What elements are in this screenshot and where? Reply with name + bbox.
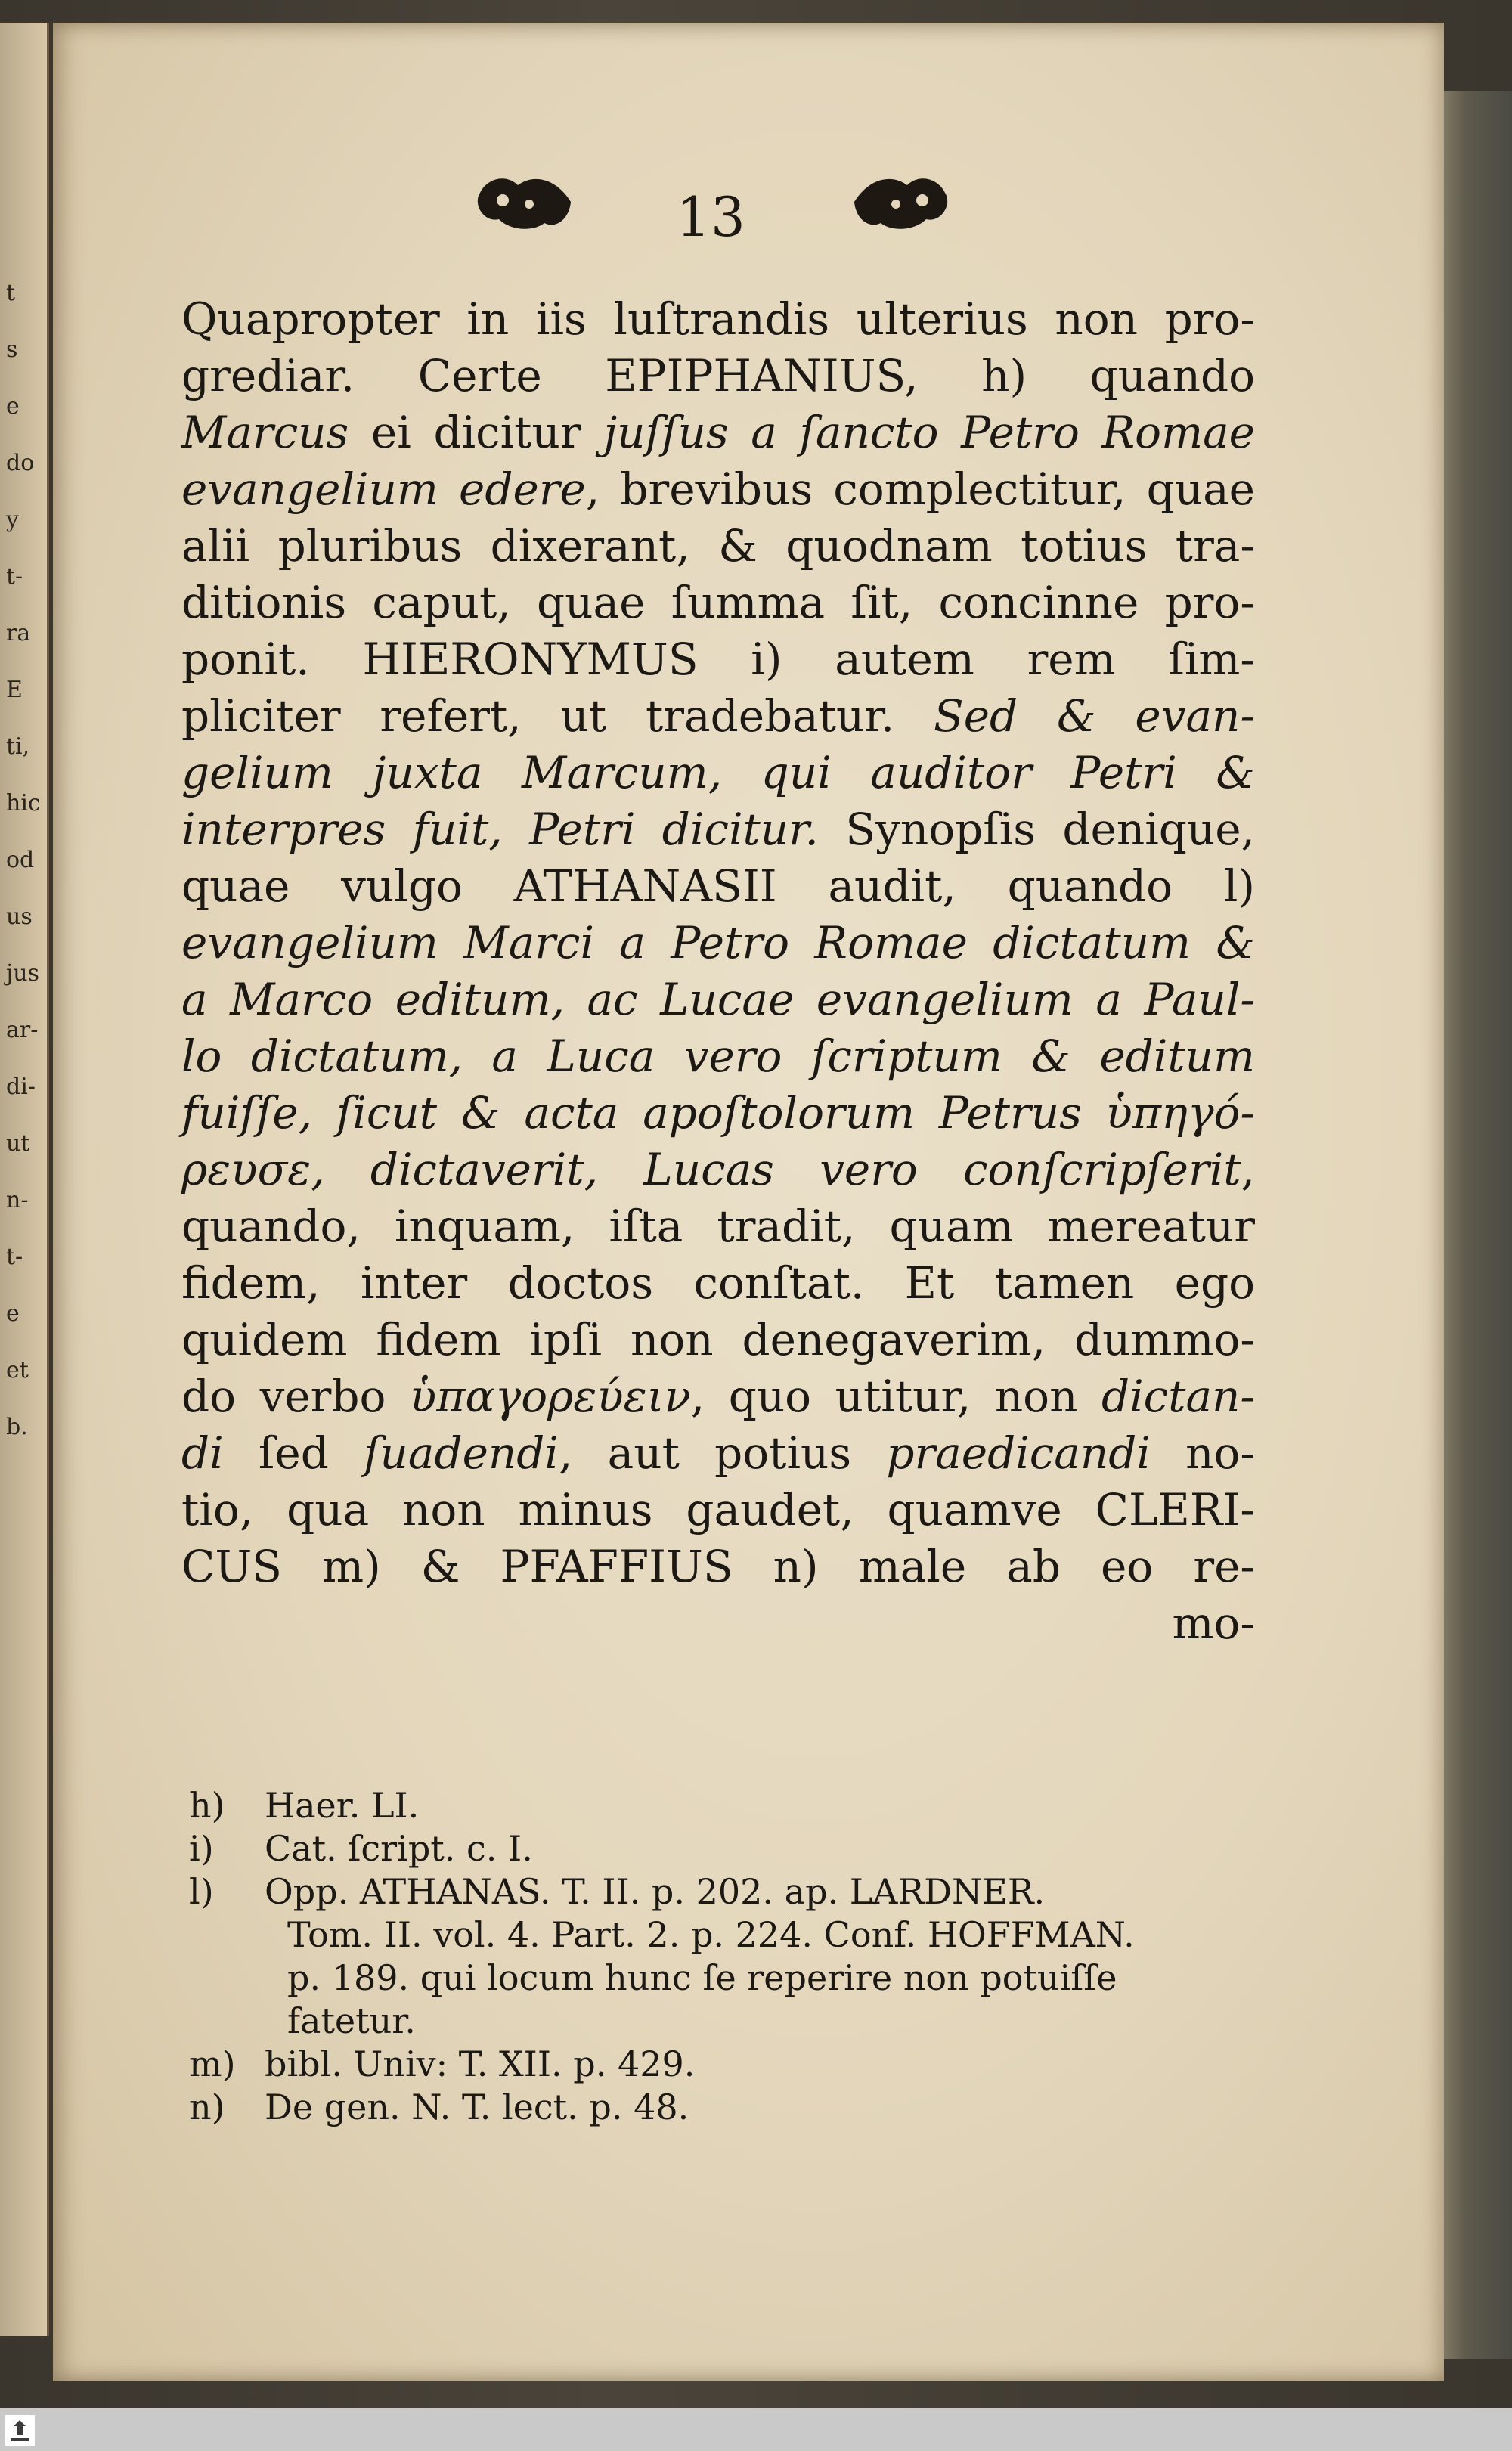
facing-page-fragment: t- [6, 1244, 23, 1270]
footnotes [189, 1784, 1263, 2129]
text-segment: ponit. HIERONYMUS i) autem rem ſim- [181, 634, 1255, 685]
facing-page-fragment: ra [6, 620, 31, 646]
scan-footer-strip [0, 2408, 1512, 2451]
text-line [181, 1198, 1255, 1255]
footnote-line [189, 1957, 1263, 2000]
right-ornament-icon [850, 170, 953, 234]
text-line [181, 1028, 1255, 1085]
text-line [181, 858, 1255, 915]
footnote-mark: m) [189, 2044, 236, 2084]
text-segment: , brevibus complectitur, quae [585, 463, 1255, 515]
italic-segment: ſuadendi [364, 1427, 559, 1479]
italic-segment: praedicandi [886, 1427, 1151, 1479]
facing-page-fragment: ti, [6, 733, 30, 760]
italic-segment: Marcus [181, 407, 349, 458]
book-edge [1436, 91, 1512, 2359]
italic-segment: lo dictatum, a Luca vero ſcriptum & editum [181, 1030, 1255, 1082]
footnote-line [189, 2000, 1263, 2043]
facing-page-fragment: et [6, 1357, 29, 1384]
library-logo-icon [5, 2415, 35, 2446]
footnote-line [189, 2086, 1263, 2129]
footnote-text: Cat. ſcript. c. I. [265, 1828, 533, 1869]
text-line [181, 1312, 1255, 1368]
footnote-mark: i) [189, 1828, 214, 1869]
text-line [181, 745, 1255, 801]
text-line [181, 575, 1255, 631]
footnote-mark: l) [189, 1871, 214, 1912]
page-number: 13 [676, 185, 745, 249]
footnote-mark: h) [189, 1785, 225, 1826]
text-segment: quae vulgo ATHANASII audit, quando l) [181, 860, 1255, 912]
text-segment: ſed [223, 1427, 364, 1479]
text-line [181, 461, 1255, 518]
facing-page-fragment: jus [6, 960, 40, 987]
facing-page-fragment: e [6, 1300, 20, 1327]
text-segment: fidem, inter doctos conſtat. Et tamen ego [181, 1257, 1255, 1309]
facing-page-edge [0, 23, 49, 2336]
text-line [181, 1255, 1255, 1312]
footnote-line [189, 1827, 1263, 1870]
text-line [181, 348, 1255, 404]
facing-page-fragment: n- [6, 1187, 29, 1213]
footnote-text: Tom. II. vol. 4. Part. 2. p. 224. Conf. HOFFMAN. [287, 1914, 1135, 1955]
facing-page-fragment: do [6, 450, 35, 476]
text-line [181, 518, 1255, 575]
footnote-text: De gen. N. T. lect. p. 48. [265, 2087, 689, 2127]
text-segment: , quo utitur, non [690, 1371, 1101, 1422]
text-line [181, 631, 1255, 688]
text-line [181, 1425, 1255, 1482]
text-segment: , aut potius [558, 1427, 887, 1479]
text-line [181, 915, 1255, 971]
text-segment: pliciter refert, ut tradebatur. [181, 690, 934, 742]
facing-page-fragment: hic [6, 790, 41, 816]
text-line [181, 688, 1255, 745]
page-header [0, 147, 1512, 249]
facing-page-fragment: ut [6, 1130, 30, 1157]
text-line [181, 1482, 1255, 1538]
footnote-line [189, 1913, 1263, 1957]
facing-page-fragment: di- [6, 1074, 36, 1100]
facing-page-fragment: us [6, 903, 33, 930]
text-segment: CUS m) & PFAFFIUS n) male ab eo re- [181, 1541, 1255, 1592]
text-line [181, 1085, 1255, 1142]
text-segment: grediar. Certe EPIPHANIUS, h) quando [181, 350, 1255, 401]
footnote-text: bibl. Univ: T. XII. p. 429. [265, 2044, 696, 2084]
facing-page-fragment: y [6, 507, 19, 533]
text-segment: mo- [1172, 1597, 1255, 1649]
italic-segment: fuiſſe, ſicut & acta apoſtolorum Petrus ὑπηγό- [181, 1087, 1255, 1139]
text-segment: no- [1150, 1427, 1256, 1479]
italic-segment: dictan- [1101, 1371, 1255, 1422]
text-line [181, 1368, 1255, 1425]
footnote-mark: n) [189, 2087, 225, 2127]
text-line [181, 1538, 1255, 1595]
text-segment: Synopſis denique, [818, 804, 1255, 855]
text-segment: quidem fidem ipſi non denegaverim, dummo- [181, 1314, 1255, 1365]
italic-segment: evangelium edere [181, 463, 586, 515]
italic-segment: ὑπαγορεύειν [409, 1371, 691, 1422]
footnote-line [189, 1870, 1263, 1913]
text-line [181, 1142, 1255, 1198]
text-line [181, 801, 1255, 858]
left-ornament-icon [472, 170, 575, 234]
text-line [181, 971, 1255, 1028]
text-segment: ditionis caput, quae ſumma ſit, concinne pro- [181, 577, 1255, 628]
text-segment: ei dicitur [349, 407, 604, 458]
footnote-line [189, 1784, 1263, 1827]
text-segment: tio, qua non minus gaudet, quamve CLERI- [181, 1484, 1255, 1535]
italic-segment: gelium juxta Marcum, qui auditor Petri & [181, 747, 1255, 798]
facing-page-fragment: e [6, 393, 20, 420]
facing-page-fragment: t- [6, 563, 23, 590]
facing-page-fragment: ar- [6, 1017, 39, 1043]
text-line [181, 291, 1255, 348]
italic-segment: juſſus a ſancto Petro Romae [603, 407, 1255, 458]
italic-segment: a Marco editum, ac Lucae evangelium a Paul- [181, 974, 1255, 1025]
italic-segment: interpres fuit, Petri dicitur. [181, 804, 819, 855]
footnote-text: Haer. LI. [265, 1785, 420, 1826]
footnote-line [189, 2043, 1263, 2086]
italic-segment: ρευσε, dictaverit, Lucas vero conſcripſerit [181, 1144, 1241, 1195]
text-line [181, 1595, 1255, 1652]
footnote-text: p. 189. qui locum hunc ſe reperire non potuiſſe [287, 1957, 1117, 1998]
text-segment: Quapropter in iis luſtrandis ulterius non pro- [181, 293, 1255, 345]
text-segment: alii pluribus dixerant, & quodnam totius tra- [181, 520, 1255, 572]
text-segment: , [1241, 1144, 1255, 1195]
italic-segment: evangelium Marci a Petro Romae dictatum & [181, 917, 1255, 968]
text-segment: quando, inquam, iſta tradit, quam mereatur [181, 1201, 1255, 1252]
text-line [181, 404, 1255, 461]
facing-page-fragment: E [6, 677, 23, 703]
footnote-text: Opp. ATHANAS. T. II. p. 202. ap. LARDNER. [265, 1871, 1046, 1912]
facing-page-fragment: b. [6, 1414, 28, 1440]
italic-segment: Sed & evan- [933, 690, 1256, 742]
footnote-text: fatetur. [287, 2000, 416, 2041]
facing-page-fragment: s [6, 336, 18, 363]
facing-page-fragment: od [6, 847, 35, 873]
italic-segment: di [181, 1427, 224, 1479]
text-segment: do verbo [181, 1371, 410, 1422]
body-text [181, 291, 1255, 1652]
facing-page-fragment: t [6, 280, 16, 306]
